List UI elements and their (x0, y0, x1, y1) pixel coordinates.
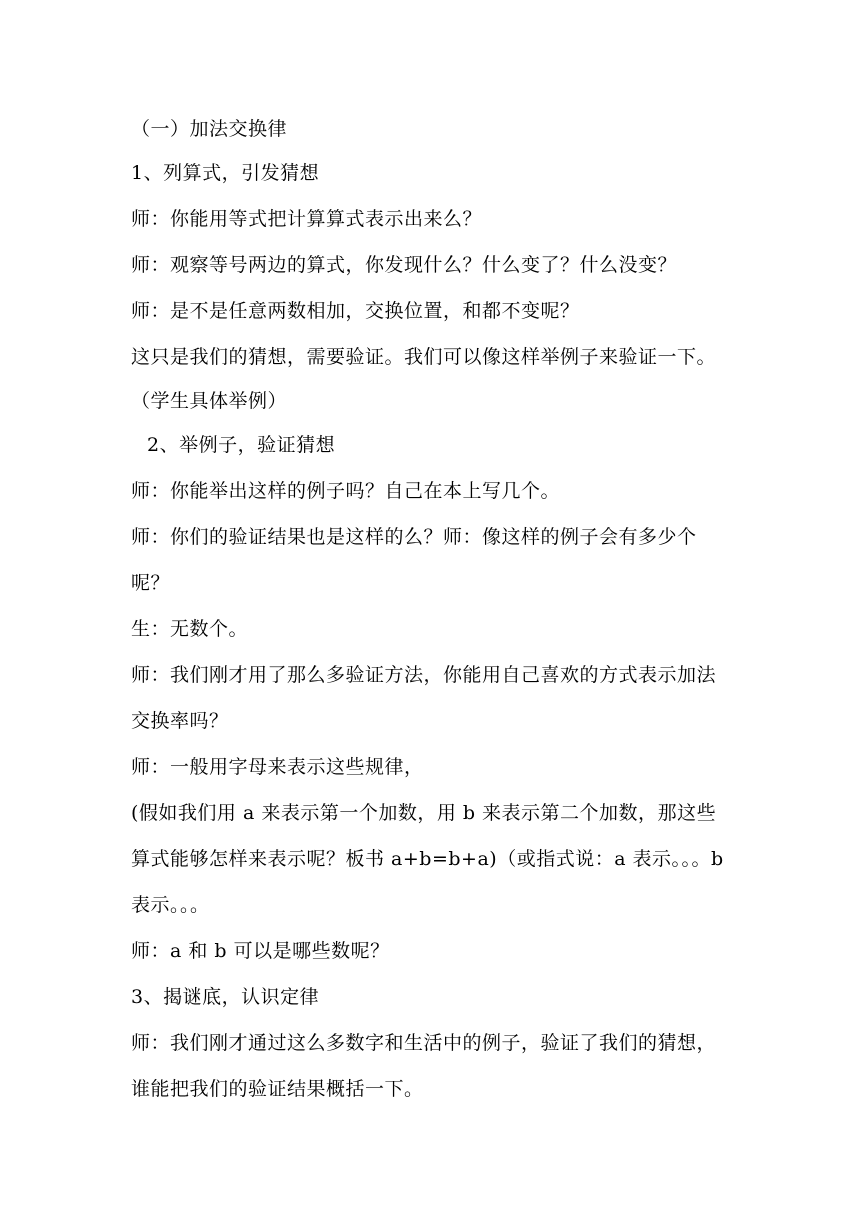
document-body (131, 108, 731, 1112)
step3-heading: 3、揭谜底，认识定律 (131, 986, 320, 1008)
students-note: （学生具体举例） (131, 390, 288, 412)
letters-note: (假如我们用 a 来表示第一个加数，用 b 来表示第二个加数，那这些算式能够怎样来表示呢？板书 a+b=b+a)（或指式说：a 表示。。。b 表示。。。 (131, 802, 724, 916)
teacher-question-6: 师：我们刚才用了那么多验证方法，你能用自己喜欢的方式表示加法交换率吗？ (131, 664, 717, 732)
teacher-question-9: 师：我们刚才通过这么多数字和生活中的例子，验证了我们的猜想，谁能把我们的验证结果概括一下。 (131, 1032, 717, 1100)
step2-heading: 2、举例子，验证猜想 (147, 434, 336, 456)
teacher-question-5: 师：你们的验证结果也是这样的么？师：像这样的例子会有多少个呢？ (131, 526, 697, 594)
teacher-question-4: 师：你能举出这样的例子吗？自己在本上写几个。 (131, 480, 561, 502)
teacher-question-1: 师：你能用等式把计算算式表示出来么？ (131, 208, 483, 230)
teacher-question-8: 师：a 和 b 可以是哪些数呢？ (131, 940, 390, 962)
step1-heading: 1、列算式，引发猜想 (131, 162, 320, 184)
section-heading: （一）加法交换律 (131, 118, 288, 140)
teacher-question-3: 师：是不是任意两数相加，交换位置，和都不变呢？ (131, 300, 580, 322)
guess-note: 这只是我们的猜想，需要验证。我们可以像这样举例子来验证一下。 (131, 346, 717, 368)
student-answer-1: 生：无数个。 (131, 618, 249, 640)
teacher-question-7: 师：一般用字母来表示这些规律， (131, 756, 424, 778)
teacher-question-2: 师：观察等号两边的算式，你发现什么？什么变了？什么没变？ (131, 254, 678, 276)
